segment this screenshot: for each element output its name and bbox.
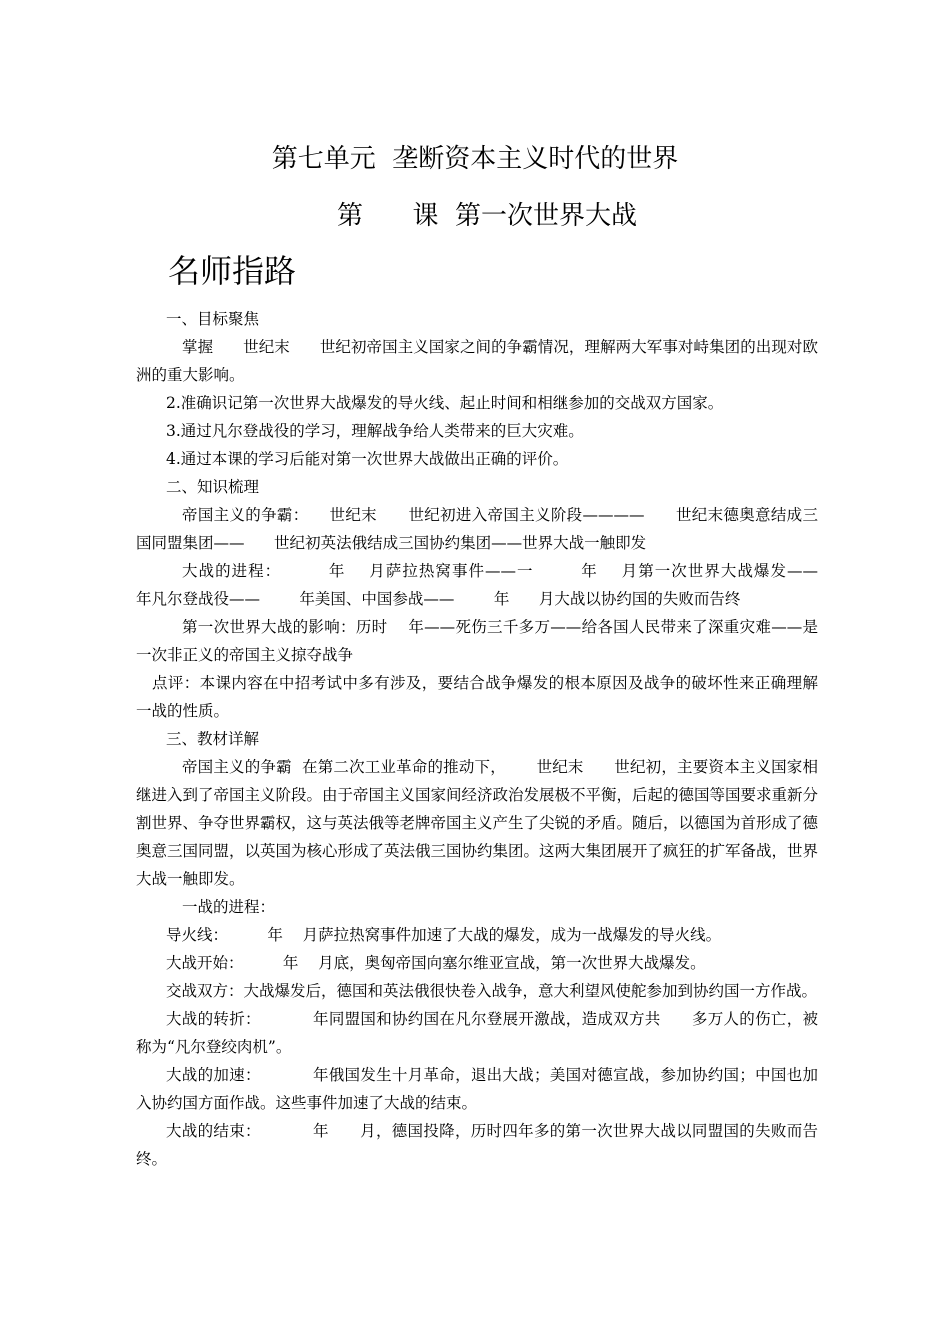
- section-title-textbook: 三、教材详解: [166, 730, 260, 748]
- textbook-rivalry: 帝国主义的争霸 在第二次工业革命的推动下， 世纪末 世纪初，主要资本主义国家相继进入到了帝国主义阶段。由于帝国主义国家间经济政治发展极不平衡，后起的德国等国要求重新分割世界、争夺世界霸权，这与英法俄等老牌帝国主义产生了尖锐的矛盾。随后，以德国为首形成了德奥意三国同盟，以英国为核心形成了英法俄三国协约集团。这两大集团展开了疯狂的扩军备战，世界大战一触即发。: [136, 758, 819, 888]
- belligerents-paragraph: 交战双方：大战爆发后，德国和英法俄很快卷入战争，意大利望风使舵参加到协约国一方作战。: [166, 982, 818, 1000]
- turning-point-paragraph: 大战的转折： 年同盟国和协约国在凡尔登展开激战，造成双方共 多万人的伤亡，被称为“凡尔登绞肉机”。: [136, 1010, 818, 1056]
- section-title-knowledge: 二、知识梳理: [166, 478, 260, 496]
- goal-item-4: 4.通过本课的学习后能对第一次世界大战做出正确的评价。: [166, 450, 569, 468]
- goal-item-1: 掌握 世纪末 世纪初帝国主义国家之间的争霸情况，理解两大军事对峙集团的出现对欧洲的重大影响。: [136, 338, 818, 384]
- war-start-paragraph: 大战开始： 年 月底，奥匈帝国向塞尔维亚宣战，第一次世界大战爆发。: [166, 954, 706, 972]
- acceleration-paragraph: 大战的加速： 年俄国发生十月革命，退出大战；美国对德宣战，参加协约国；中国也加入协约国方面作战。这些事件加速了大战的结束。: [136, 1066, 818, 1112]
- knowledge-process: 大战的进程： 年 月萨拉热窝事件——一 年 月第一次世界大战爆发—— 年凡尔登战役—— 年美国、中国参战—— 年 月大战以协约国的失败而告终: [136, 562, 858, 608]
- document-body: [136, 305, 858, 1173]
- section-heading: 名师指路: [168, 252, 297, 290]
- fuse-paragraph: 导火线： 年 月萨拉热窝事件加速了大战的爆发，成为一战爆发的导火线。: [166, 926, 722, 944]
- unit-title: 第七单元 垄断资本主义时代的世界: [271, 144, 679, 174]
- knowledge-impact: 第一次世界大战的影响：历时 年——死伤三千多万——给各国人民带来了深重灾难——是一次非正义的帝国主义掠夺战争: [136, 618, 818, 664]
- war-end-paragraph: 大战的结束： 年 月，德国投降，历时四年多的第一次世界大战以同盟国的失败而告终。: [136, 1122, 818, 1168]
- section-title-goals: 一、目标聚焦: [166, 310, 260, 328]
- knowledge-rivalry: 帝国主义的争霸： 世纪末 世纪初进入帝国主义阶段———— 世纪末德奥意结成三国同盟集团—— 世纪初英法俄结成三国协约集团——世界大战一触即发: [136, 506, 818, 552]
- lesson-title: 第 课 第一次世界大战: [336, 201, 638, 231]
- commentary: 点评：本课内容在中招考试中多有涉及，要结合战争爆发的根本原因及战争的破坏性来正确理解一战的性质。: [136, 674, 818, 720]
- war-process-title: 一战的进程：: [182, 898, 276, 916]
- goal-item-3: 3.通过凡尔登战役的学习，理解战争给人类带来的巨大灾难。: [166, 422, 584, 440]
- goal-item-2: 2.准确识记第一次世界大战爆发的导火线、起止时间和相继参加的交战双方国家。: [166, 394, 724, 412]
